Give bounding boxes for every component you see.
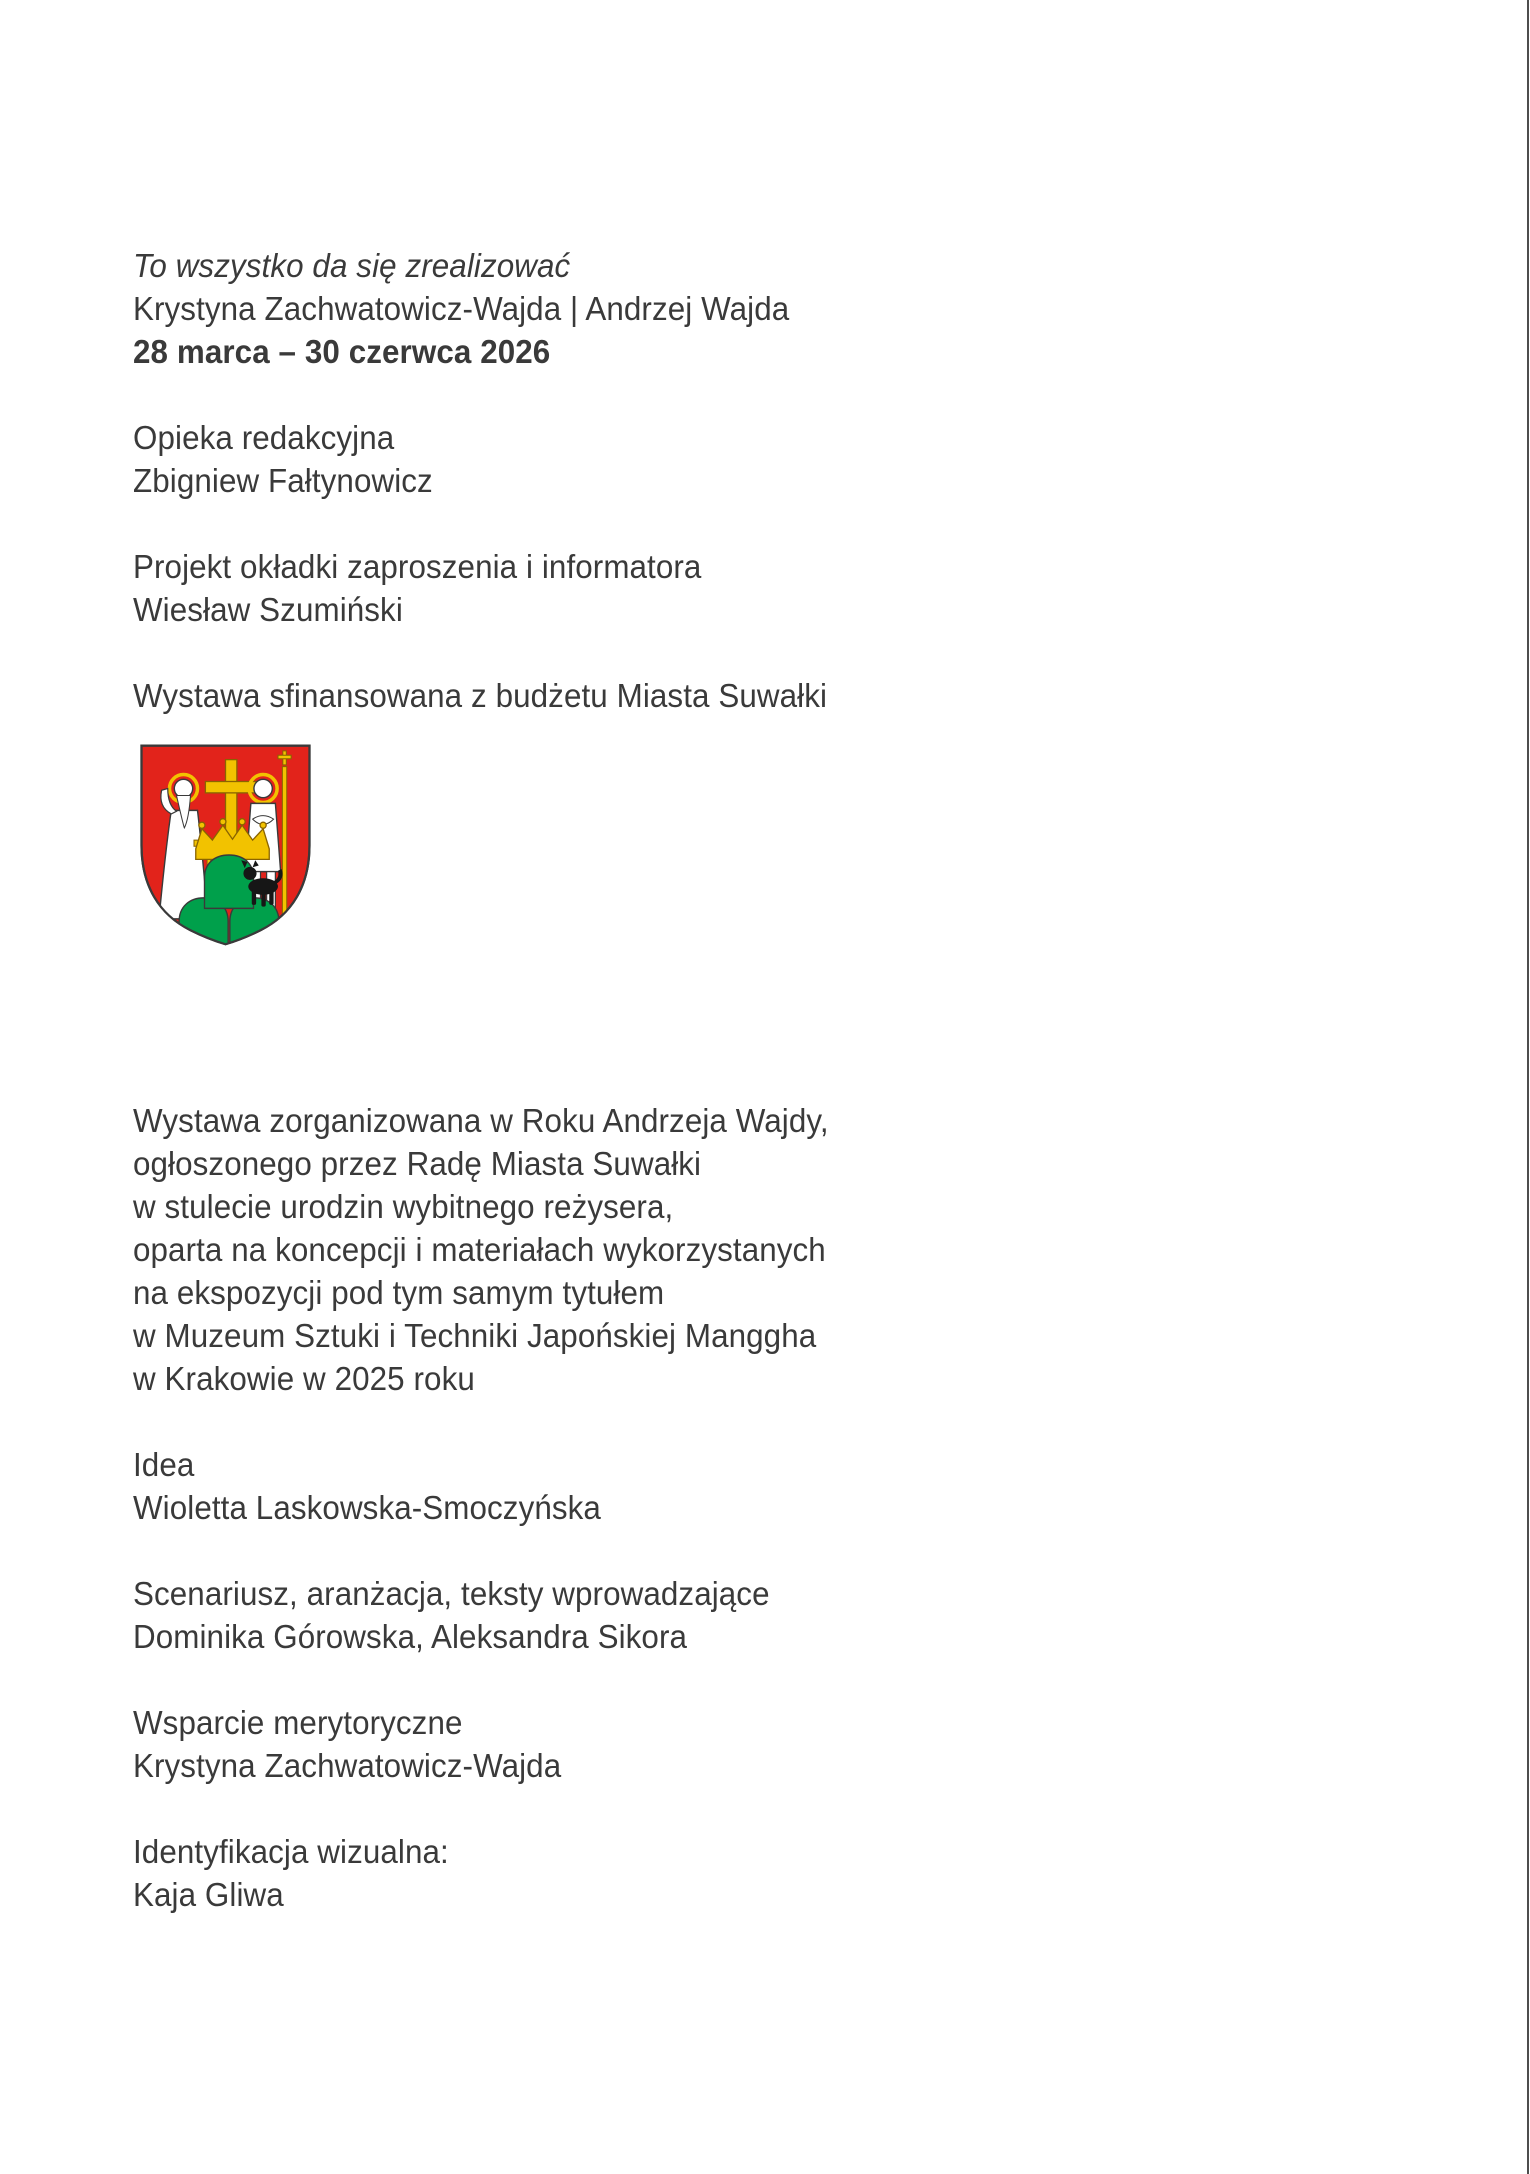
about-exhibition-paragraph <box>133 1099 1460 1400</box>
credit-name: Wiesław Szumiński <box>133 591 403 628</box>
about-line: oparta na koncepcji i materiałach wykorzystanych <box>133 1231 826 1268</box>
about-line: ogłoszonego przez Radę Miasta Suwałki <box>133 1145 702 1182</box>
credit-name: Dominika Górowska, Aleksandra Sikora <box>133 1618 688 1655</box>
visual-identity-credit <box>133 1830 1460 1916</box>
credit-name: Krystyna Zachwatowicz-Wajda <box>133 1747 562 1784</box>
credit-name: Zbigniew Fałtynowicz <box>133 462 433 499</box>
exhibition-title: To wszystko da się zrealizować <box>133 247 571 284</box>
coat-of-arms-image <box>138 742 313 947</box>
scenario-credit <box>133 1572 1460 1658</box>
about-line: w Muzeum Sztuki i Techniki Japońskiej Manggha <box>133 1317 817 1354</box>
credit-name: Kaja Gliwa <box>133 1876 284 1913</box>
cover-design-credit <box>133 545 1460 631</box>
about-line: na ekspozycji pod tym samym tytułem <box>133 1274 665 1311</box>
about-line: w stulecie urodzin wybitnego reżysera, <box>133 1188 674 1225</box>
page-right-edge <box>1527 0 1529 2174</box>
idea-credit <box>133 1443 1460 1529</box>
credit-name: Wioletta Laskowska-Smoczyńska <box>133 1489 601 1526</box>
support-credit <box>133 1701 1460 1787</box>
exhibition-authors: Krystyna Zachwatowicz-Wajda | Andrzej Wajda <box>133 290 790 327</box>
suwalki-coat-of-arms <box>138 742 313 947</box>
credit-role: Idea <box>133 1446 195 1483</box>
credit-role: Scenariusz, aranżacja, teksty wprowadzające <box>133 1575 770 1612</box>
funding-text: Wystawa sfinansowana z budżetu Miasta Suwałki <box>133 677 828 714</box>
editorial-credit <box>133 416 1460 502</box>
funding-note <box>133 674 1460 717</box>
exhibition-dates: 28 marca – 30 czerwca 2026 <box>133 333 551 370</box>
about-line: Wystawa zorganizowana w Roku Andrzeja Wajdy, <box>133 1102 829 1139</box>
credit-role: Projekt okładki zaproszenia i informatora <box>133 548 702 585</box>
title-block <box>133 244 1460 373</box>
credit-role: Identyfikacja wizualna: <box>133 1833 449 1870</box>
about-line: w Krakowie w 2025 roku <box>133 1360 475 1397</box>
credit-role: Opieka redakcyjna <box>133 419 395 456</box>
credit-role: Wsparcie merytoryczne <box>133 1704 463 1741</box>
